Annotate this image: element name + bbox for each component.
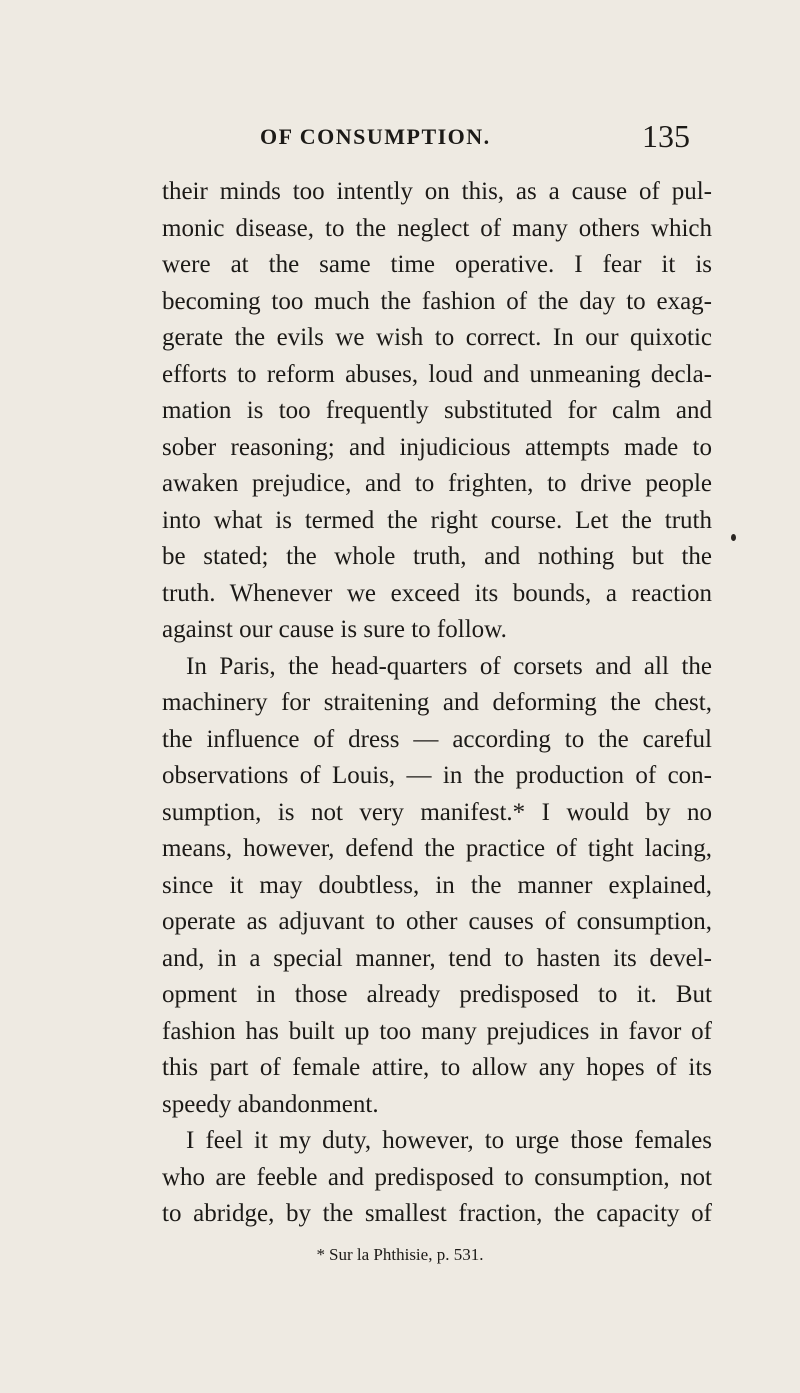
running-head [260, 118, 690, 158]
text-line: into what is termed the right course. Let the truth [162, 506, 712, 534]
text-line: operate as adjuvant to other causes of consumption, [162, 908, 712, 935]
running-head-title: OF CONSUMPTION. [260, 124, 491, 149]
text-line: this part of female attire, to allow any hopes of its [162, 1054, 712, 1081]
footnote [0, 1245, 800, 1265]
text-line: and, in a special manner, tend to hasten its devel- [162, 944, 712, 972]
text-line: becoming too much the fashion of the day to exag- [162, 287, 712, 315]
text-line: mation is too frequently substituted for calm and [162, 397, 712, 424]
text-line: fashion has built up too many prejudices in favor of [162, 1017, 712, 1045]
text-line: I feel it my duty, however, to urge those females [186, 1127, 712, 1154]
text-line: who are feeble and predisposed to consumption, not [162, 1163, 712, 1191]
text-line: In Paris, the head-quarters of corsets and all the [186, 652, 712, 680]
text-line: monic disease, to the neglect of many others which [162, 214, 712, 242]
text-line: awaken prejudice, and to frighten, to drive people [162, 470, 712, 497]
text-line: the influence of dress — according to the careful [162, 725, 712, 753]
text-line: observations of Louis, — in the production of con- [162, 762, 712, 789]
page-number: 135 [642, 118, 690, 154]
text-line: against our cause is sure to follow. [162, 616, 507, 643]
text-line: opment in those already predisposed to it. But [162, 981, 712, 1008]
text-line: to abridge, by the smallest fraction, the capacity of [162, 1200, 712, 1227]
text-line: were at the same time operative. I fear it is [162, 251, 712, 278]
text-line: since it may doubtless, in the manner explained, [162, 871, 712, 899]
ink-speck [731, 534, 736, 541]
text-line: truth. Whenever we exceed its bounds, a reaction [162, 579, 712, 607]
footnote-marker: * [316, 1245, 326, 1264]
text-line: efforts to reform abuses, loud and unmeaning decla- [162, 360, 712, 388]
body-text [162, 174, 712, 1233]
text-line: their minds too intently on this, as a cause of pul- [162, 178, 712, 205]
text-line: be stated; the whole truth, and nothing but the [162, 543, 712, 570]
footnote-text: Sur la Phthisie, p. 531. [329, 1245, 484, 1264]
text-line: machinery for straitening and deforming the chest, [162, 689, 712, 716]
text-line: sober reasoning; and injudicious attempts made to [162, 433, 712, 461]
text-line: means, however, defend the practice of tight lacing, [162, 835, 712, 862]
text-line: speedy abandonment. [162, 1090, 379, 1118]
text-line: gerate the evils we wish to correct. In our quixotic [162, 324, 712, 351]
text-line: sumption, is not very manifest.* I would by no [162, 798, 712, 826]
